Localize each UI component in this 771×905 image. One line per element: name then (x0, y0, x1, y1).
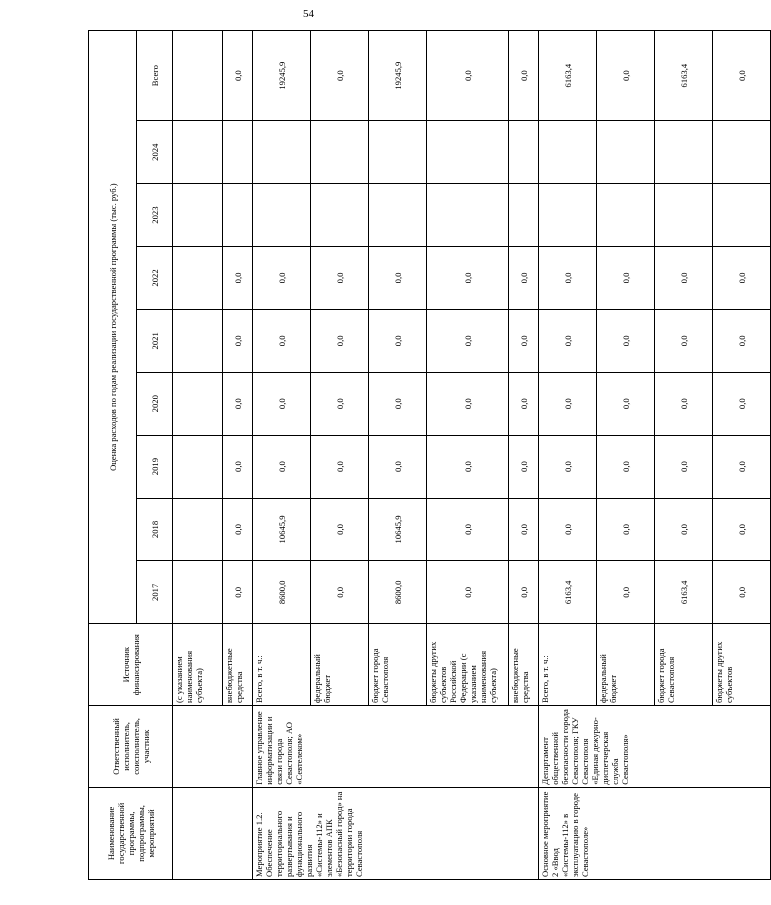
cell-source: внебюджетные средства (223, 624, 253, 706)
cell-value (597, 121, 655, 184)
header-year: 2023 (137, 184, 173, 247)
cell-value: 0,0 (311, 498, 369, 561)
cell-value: 0,0 (655, 372, 713, 435)
cell-value: 0,0 (655, 247, 713, 310)
cell-value: 0,0 (427, 309, 509, 372)
cell-source: бюджет города Севастополя (655, 624, 713, 706)
cell-value (509, 121, 539, 184)
cell-value: 0,0 (253, 247, 311, 310)
cell-source: внебюджетные средства (509, 624, 539, 706)
cell-value: 0,0 (427, 372, 509, 435)
cell-value: 0,0 (597, 435, 655, 498)
cell-value: 0,0 (713, 435, 771, 498)
cell-value: 6163,4 (655, 561, 713, 624)
rotated-table-container (88, 30, 747, 880)
cell-executor: Департамент общественной безопасности города Севастополя; ГКУ Севастополя «Единая дежурно-диспетчерская служба Севастополя» (539, 706, 771, 788)
cell-source: федеральный бюджет (597, 624, 655, 706)
cell-source: (с указанием наименования субъекта) (173, 624, 223, 706)
cell-value: 0,0 (223, 561, 253, 624)
cell-value (427, 184, 509, 247)
cell-value (369, 184, 427, 247)
cell-total: 0,0 (223, 31, 253, 121)
cell-value: 0,0 (539, 435, 597, 498)
cell-value: 8600,0 (369, 561, 427, 624)
cell-executor: Главное управление информатизации и связи города Севастополя; АО «Севтелеком» (253, 706, 539, 788)
page-number: 54 (303, 8, 314, 20)
header-name: Наименование государственной программы, подпрограммы, мероприятий (89, 787, 173, 879)
cell-value (713, 184, 771, 247)
cell-value (173, 561, 223, 624)
cell-value (427, 121, 509, 184)
cell-value: 0,0 (713, 247, 771, 310)
cell-value: 0,0 (539, 309, 597, 372)
header-executor: Ответственный исполнитель, соисполнитель, участник (89, 706, 173, 788)
cell-value: 0,0 (509, 372, 539, 435)
cell-total: 0,0 (427, 31, 509, 121)
cell-value: 0,0 (369, 435, 427, 498)
cell-value (539, 121, 597, 184)
cell-source: бюджеты других субъектов Российской Федерации (с указанием наименования субъекта) (427, 624, 509, 706)
cell-total: 0,0 (713, 31, 771, 121)
cell-value: 0,0 (713, 372, 771, 435)
cell-value (655, 121, 713, 184)
cell-total: 0,0 (311, 31, 369, 121)
cell-value: 10645,9 (369, 498, 427, 561)
table-row (173, 31, 223, 880)
cell-source: федеральный бюджет (311, 624, 369, 706)
header-year: 2019 (137, 435, 173, 498)
cell-value (223, 121, 253, 184)
cell-total: 0,0 (509, 31, 539, 121)
cell-total: 6163,4 (655, 31, 713, 121)
cell-value: 0,0 (655, 309, 713, 372)
cell-value: 0,0 (311, 372, 369, 435)
cell-value (173, 372, 223, 435)
cell-total: 19245,9 (369, 31, 427, 121)
header-year: 2021 (137, 309, 173, 372)
cell-value (173, 309, 223, 372)
cell-executor (173, 706, 253, 788)
budget-table (88, 30, 771, 880)
cell-value (173, 247, 223, 310)
header-source: Источник финансирования (89, 624, 173, 706)
header-year: 2020 (137, 372, 173, 435)
cell-value: 0,0 (311, 561, 369, 624)
cell-value: 8600,0 (253, 561, 311, 624)
cell-value: 0,0 (223, 309, 253, 372)
cell-value: 0,0 (369, 247, 427, 310)
header-year: 2024 (137, 121, 173, 184)
cell-value (713, 121, 771, 184)
cell-value: 0,0 (655, 435, 713, 498)
table-row (253, 31, 311, 880)
header-total: Всего (137, 31, 173, 121)
cell-value: 0,0 (509, 498, 539, 561)
cell-value (173, 184, 223, 247)
cell-name (173, 787, 253, 879)
cell-value: 0,0 (713, 498, 771, 561)
cell-total (173, 31, 223, 121)
cell-value: 0,0 (223, 498, 253, 561)
header-year: 2017 (137, 561, 173, 624)
cell-total: 6163,4 (539, 31, 597, 121)
header-year: 2018 (137, 498, 173, 561)
cell-value (369, 121, 427, 184)
cell-value: 0,0 (253, 309, 311, 372)
cell-value (223, 184, 253, 247)
cell-value: 0,0 (597, 247, 655, 310)
cell-value: 0,0 (713, 309, 771, 372)
cell-value: 0,0 (223, 372, 253, 435)
cell-value: 0,0 (311, 247, 369, 310)
cell-value: 0,0 (223, 247, 253, 310)
cell-value: 0,0 (655, 498, 713, 561)
cell-value: 0,0 (713, 561, 771, 624)
cell-source: Всего, в т. ч.: (253, 624, 311, 706)
cell-value: 0,0 (539, 247, 597, 310)
cell-value: 0,0 (509, 247, 539, 310)
cell-value (173, 121, 223, 184)
cell-value: 0,0 (427, 561, 509, 624)
cell-name: Мероприятие 1.2. Обеспечение территориального развертывания и функционального развития «Системы-112» и элементов АПК «Безопасный город» на территории города Севастополя (253, 787, 539, 879)
cell-value: 10645,9 (253, 498, 311, 561)
cell-value: 0,0 (223, 435, 253, 498)
cell-value (597, 184, 655, 247)
header-year: 2022 (137, 247, 173, 310)
header-estimate: Оценка расходов по годам реализации государственной программы (тыс. руб.) (89, 31, 137, 624)
cell-value: 0,0 (509, 309, 539, 372)
cell-value (311, 184, 369, 247)
cell-value: 0,0 (311, 435, 369, 498)
cell-value (173, 498, 223, 561)
cell-value (655, 184, 713, 247)
cell-total: 19245,9 (253, 31, 311, 121)
table-row (539, 31, 597, 880)
cell-value: 0,0 (253, 372, 311, 435)
cell-value: 0,0 (539, 498, 597, 561)
cell-value: 0,0 (369, 372, 427, 435)
cell-source: бюджет города Севастополя (369, 624, 427, 706)
cell-value: 0,0 (509, 435, 539, 498)
cell-value: 0,0 (369, 309, 427, 372)
cell-value: 0,0 (539, 372, 597, 435)
cell-value (173, 435, 223, 498)
cell-value: 0,0 (597, 372, 655, 435)
cell-value (253, 184, 311, 247)
cell-value (509, 184, 539, 247)
cell-value (311, 121, 369, 184)
cell-source: бюджеты других субъектов (713, 624, 771, 706)
cell-value (253, 121, 311, 184)
cell-value: 0,0 (509, 561, 539, 624)
cell-source: Всего, в т. ч.: (539, 624, 597, 706)
cell-name: Основное мероприятие 2 «Ввод «Системы-112» в эксплуатацию в городе Севастополе» (539, 787, 771, 879)
cell-value: 0,0 (427, 498, 509, 561)
cell-value: 0,0 (253, 435, 311, 498)
cell-value: 6163,4 (539, 561, 597, 624)
cell-value: 0,0 (597, 561, 655, 624)
cell-value: 0,0 (427, 247, 509, 310)
cell-value: 0,0 (427, 435, 509, 498)
cell-value: 0,0 (597, 309, 655, 372)
cell-value (539, 184, 597, 247)
cell-value: 0,0 (597, 498, 655, 561)
cell-total: 0,0 (597, 31, 655, 121)
cell-value: 0,0 (311, 309, 369, 372)
